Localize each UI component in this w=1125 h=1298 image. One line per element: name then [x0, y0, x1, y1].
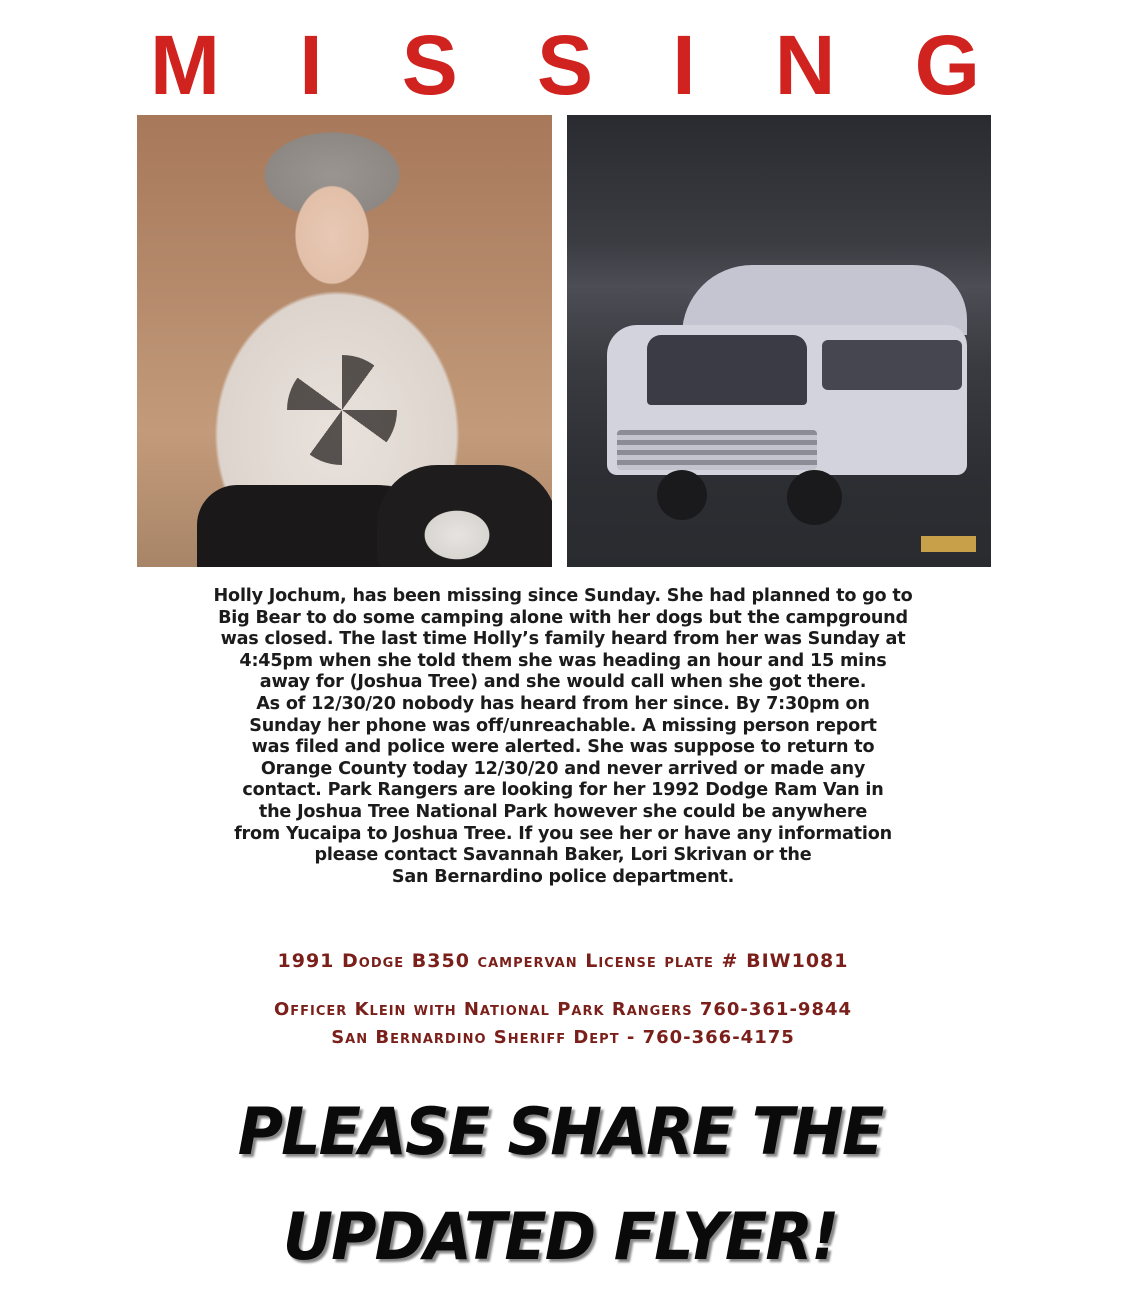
van-windshield	[647, 335, 807, 405]
description-line: the Joshua Tree National Park however she could be anywhere	[258, 801, 868, 822]
title-letter: G	[914, 18, 980, 112]
description-line: San Bernardino police department.	[391, 866, 735, 887]
description-line: Big Bear to do some camping alone with her dogs but the campground	[218, 607, 908, 628]
description-line: As of 12/30/20 nobody has heard from her since. By 7:30pm on	[256, 693, 870, 714]
dog-shape	[377, 465, 552, 567]
description-line: away for (Joshua Tree) and she would call when she got there.	[259, 672, 867, 693]
missing-title	[150, 20, 980, 110]
title-letter: M	[150, 18, 220, 112]
contact-line: Officer Klein with National Park Rangers 760-361-9844	[273, 999, 853, 1020]
share-callout-line: PLEASE SHARE THE	[237, 1093, 883, 1170]
title-letter: I	[299, 18, 323, 112]
contact-info	[133, 996, 993, 1052]
title-letter: S	[401, 18, 458, 112]
vehicle-info: 1991 Dodge B350 campervan License plate # BIW1081	[277, 950, 849, 972]
sweater-pattern	[287, 355, 397, 465]
missing-description	[133, 586, 993, 888]
title-letter: S	[536, 18, 593, 112]
van-grille	[617, 430, 817, 470]
description-line: Holly Jochum, has been missing since Sunday. She had planned to go to	[213, 586, 913, 606]
missing-person-photo	[137, 115, 552, 567]
description-line: Sunday her phone was off/unreachable. A missing person report	[249, 715, 877, 736]
title-letter: I	[672, 18, 696, 112]
van-illustration	[587, 265, 977, 515]
title-letter: N	[774, 18, 836, 112]
description-line: please contact Savannah Baker, Lori Skrivan or the	[314, 845, 812, 866]
description-line: contact. Park Rangers are looking for her 1992 Dodge Ram Van in	[242, 780, 884, 801]
van-side-windows	[822, 340, 962, 390]
van-photo	[567, 115, 991, 567]
parking-curb	[921, 536, 976, 552]
van-wheel	[657, 470, 707, 520]
contact-line: San Bernardino Sheriff Dept - 760-366-4175	[331, 1027, 795, 1048]
description-line: 4:45pm when she told them she was heading an hour and 15 mins	[239, 650, 887, 671]
description-line: from Yucaipa to Joshua Tree. If you see her or have any information	[234, 823, 892, 844]
description-line: was closed. The last time Holly’s family heard from her was Sunday at	[220, 629, 906, 650]
description-line: was filed and police were alerted. She was suppose to return to	[251, 737, 875, 758]
share-callout-line: UPDATED FLYER!	[282, 1198, 838, 1275]
description-line: Orange County today 12/30/20 and never arrived or made any	[260, 758, 866, 779]
van-wheel	[787, 470, 842, 525]
